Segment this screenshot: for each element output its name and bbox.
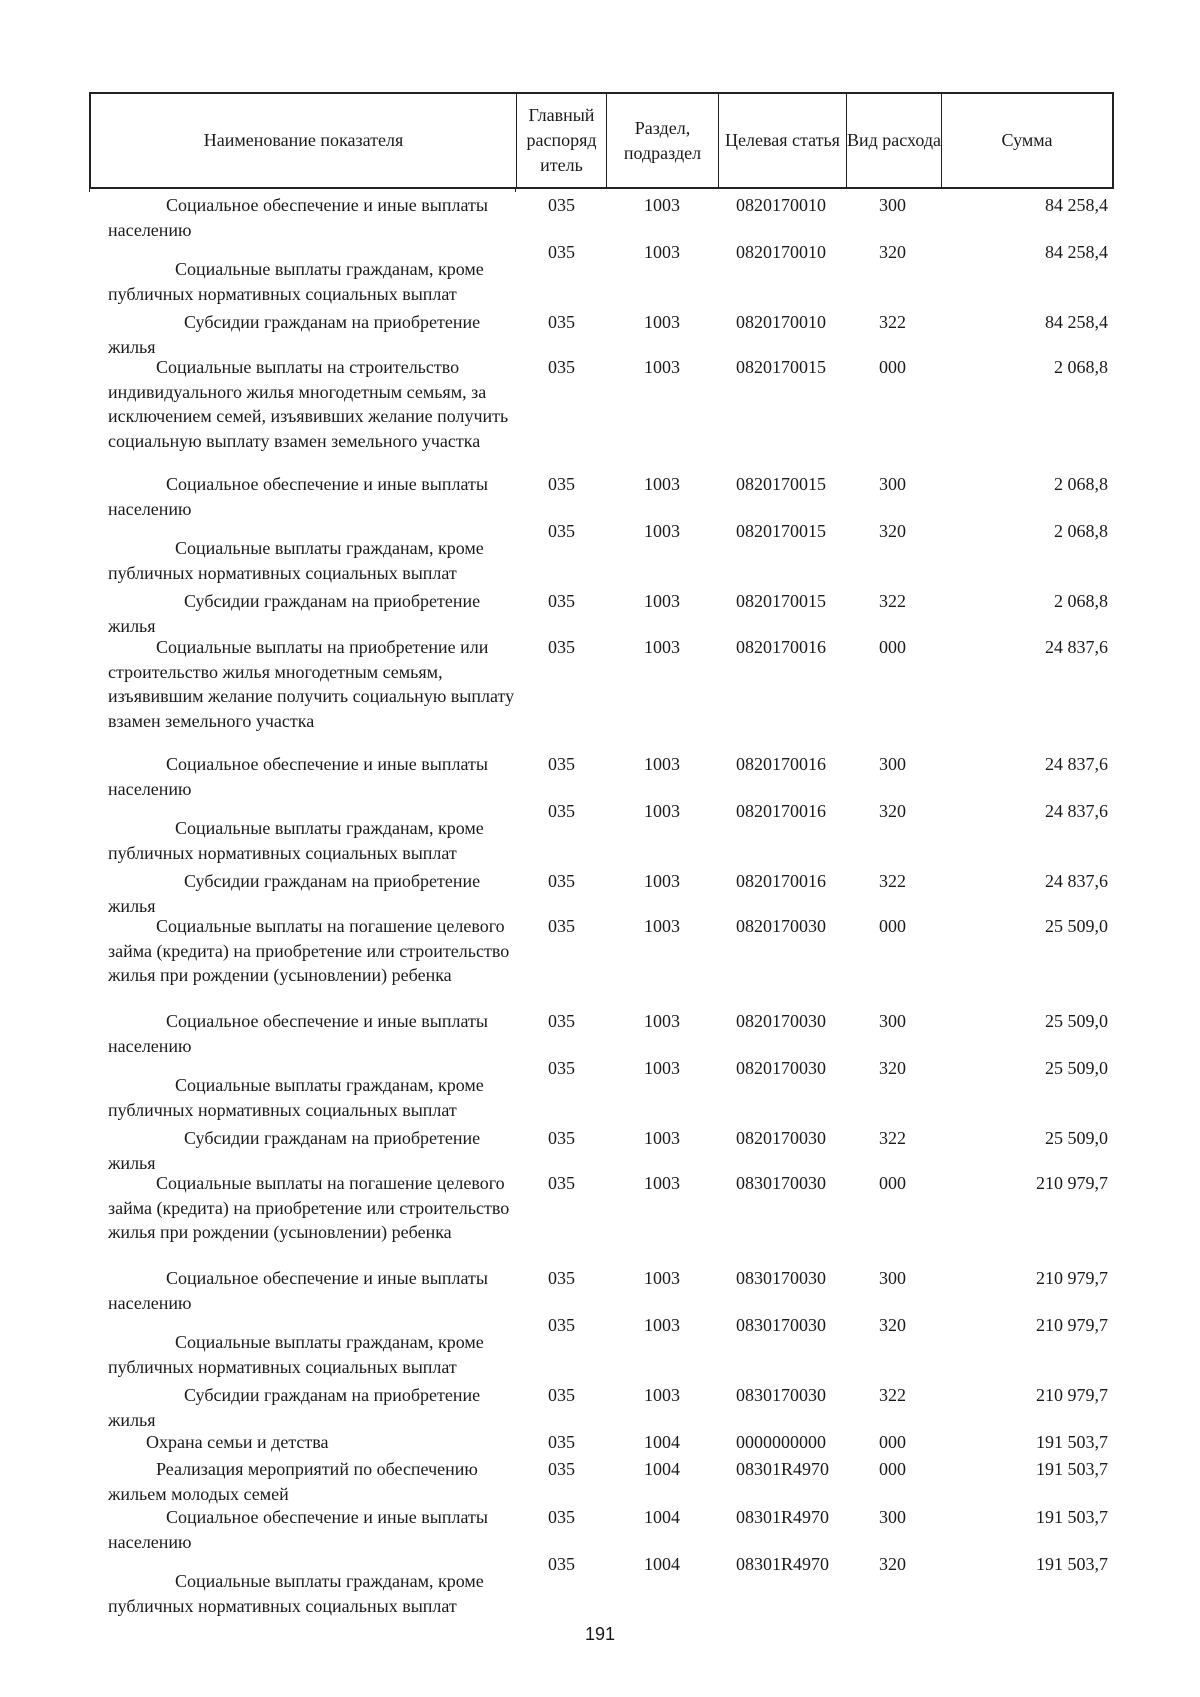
row-chief-manager: 035 [548,1554,575,1574]
row-name: Социальные выплаты на погашение целевого займа (кредита) на приобретение или строительство жилья при рождении (усыновлении) ребенка [108,916,514,985]
row-name: Социальное обеспечение и иные выплаты населению [108,195,493,240]
row-section: 1003 [644,1385,680,1405]
row-target-article: 0820170015 [736,591,826,611]
row-target-article: 0830170030 [736,1173,826,1193]
row-section: 1003 [644,1173,680,1193]
row-name: Социальное обеспечение и иные выплаты населению [108,1268,493,1313]
row-target-article: 08301R4970 [736,1507,830,1527]
row-target-article: 0820170030 [736,1058,826,1078]
row-chief-manager: 035 [548,242,575,262]
row-section: 1004 [644,1432,680,1452]
row-chief-manager: 035 [548,357,575,377]
row-expense-kind: 320 [879,801,906,821]
row-expense-kind: 320 [879,1315,906,1335]
row-sum: 210 979,7 [1036,1173,1108,1193]
row-chief-manager: 035 [548,1507,575,1527]
row-expense-kind: 300 [879,754,906,774]
row-sum: 210 979,7 [1036,1268,1108,1288]
row-name: Социальное обеспечение и иные выплаты населению [108,474,493,519]
row-target-article: 0820170015 [736,474,826,494]
row-expense-kind: 322 [879,871,906,891]
row-sum: 2 068,8 [1054,474,1108,494]
row-target-article: 0820170010 [736,195,826,215]
row-name: Охрана семьи и детства [146,1432,329,1452]
row-chief-manager: 035 [548,521,575,541]
row-section: 1003 [644,801,680,821]
row-section: 1003 [644,474,680,494]
row-target-article: 0820170016 [736,871,826,891]
row-chief-manager: 035 [548,637,575,657]
row-expense-kind: 000 [879,357,906,377]
row-expense-kind: 320 [879,242,906,262]
row-chief-manager: 035 [548,871,575,891]
row-target-article: 0830170030 [736,1315,826,1335]
table-header [89,92,1114,189]
row-name: Субсидии гражданам на приобретение жилья [108,871,485,916]
row-name: Социальные выплаты гражданам, кроме публичных нормативных социальных выплат [108,1571,489,1616]
row-section: 1003 [644,312,680,332]
row-sum: 191 503,7 [1036,1554,1108,1574]
row-name: Субсидии гражданам на приобретение жилья [108,1128,485,1173]
row-section: 1004 [644,1554,680,1574]
row-target-article: 0820170016 [736,754,826,774]
row-expense-kind: 000 [879,916,906,936]
row-sum: 191 503,7 [1036,1459,1108,1479]
row-chief-manager: 035 [548,801,575,821]
row-name: Субсидии гражданам на приобретение жилья [108,312,485,357]
row-section: 1004 [644,1459,680,1479]
row-sum: 2 068,8 [1054,357,1108,377]
row-section: 1003 [644,1011,680,1031]
row-section: 1003 [644,357,680,377]
row-expense-kind: 000 [879,1459,906,1479]
row-expense-kind: 322 [879,1385,906,1405]
row-name: Социальные выплаты гражданам, кроме публичных нормативных социальных выплат [108,1332,489,1377]
row-chief-manager: 035 [548,754,575,774]
row-sum: 2 068,8 [1054,521,1108,541]
header-target-article: Целевая статья [719,94,847,187]
row-chief-manager: 035 [548,1432,575,1452]
row-target-article: 0830170030 [736,1268,826,1288]
row-chief-manager: 035 [548,312,575,332]
row-name: Социальное обеспечение и иные выплаты населению [108,1507,493,1552]
row-sum: 25 509,0 [1045,1058,1108,1078]
row-target-article: 0820170030 [736,916,826,936]
header-expense-kind: Вид расхода [847,94,942,187]
row-target-article: 0820170010 [736,242,826,262]
row-target-article: 0820170030 [736,1011,826,1031]
row-chief-manager: 035 [548,1459,575,1479]
row-chief-manager: 035 [548,916,575,936]
row-name: Реализация мероприятий по обеспечению жильем молодых семей [108,1459,483,1504]
row-section: 1003 [644,871,680,891]
row-chief-manager: 035 [548,1315,575,1335]
row-expense-kind: 000 [879,1173,906,1193]
header-name: Наименование показателя [91,94,517,187]
row-section: 1003 [644,195,680,215]
row-section: 1004 [644,1507,680,1527]
row-sum: 25 509,0 [1045,916,1108,936]
row-name: Субсидии гражданам на приобретение жилья [108,1385,485,1430]
row-section: 1003 [644,242,680,262]
row-expense-kind: 300 [879,1011,906,1031]
row-chief-manager: 035 [548,474,575,494]
row-name: Социальные выплаты на строительство индивидуального жилья многодетным семьям, за исключением семей, изъявивших желание получить социальную выплату взамен земельного участка [108,357,513,451]
row-expense-kind: 300 [879,195,906,215]
row-chief-manager: 035 [548,1058,575,1078]
row-sum: 25 509,0 [1045,1128,1108,1148]
row-target-article: 0820170015 [736,521,826,541]
row-section: 1003 [644,521,680,541]
row-name: Социальное обеспечение и иные выплаты населению [108,1011,493,1056]
row-sum: 84 258,4 [1045,242,1108,262]
page-number: 191 [584,1624,616,1644]
row-section: 1003 [644,637,680,657]
row-chief-manager: 035 [548,1011,575,1031]
row-chief-manager: 035 [548,591,575,611]
row-name: Социальные выплаты гражданам, кроме публичных нормативных социальных выплат [108,259,489,304]
row-target-article: 0820170016 [736,637,826,657]
row-chief-manager: 035 [548,1385,575,1405]
row-sum: 24 837,6 [1045,637,1108,657]
row-sum: 25 509,0 [1045,1011,1108,1031]
row-target-article: 08301R4970 [736,1459,830,1479]
row-expense-kind: 300 [879,474,906,494]
row-expense-kind: 322 [879,312,906,332]
row-sum: 191 503,7 [1036,1432,1108,1452]
row-expense-kind: 322 [879,1128,906,1148]
row-section: 1003 [644,754,680,774]
row-expense-kind: 320 [879,1554,906,1574]
row-section: 1003 [644,1315,680,1335]
row-name: Субсидии гражданам на приобретение жилья [108,591,485,636]
row-section: 1003 [644,1268,680,1288]
row-section: 1003 [644,1058,680,1078]
row-chief-manager: 035 [548,1173,575,1193]
row-expense-kind: 322 [879,591,906,611]
row-sum: 24 837,6 [1045,754,1108,774]
row-sum: 24 837,6 [1045,801,1108,821]
row-target-article: 0820170030 [736,1128,826,1148]
row-sum: 191 503,7 [1036,1507,1108,1527]
row-chief-manager: 035 [548,1268,575,1288]
row-name: Социальные выплаты на приобретение или строительство жилья многодетным семьям, изъявившим желание получить социальную выплату взамен земельного участка [108,637,519,731]
row-chief-manager: 035 [548,1128,575,1148]
row-expense-kind: 300 [879,1268,906,1288]
row-target-article: 0830170030 [736,1385,826,1405]
row-target-article: 0820170016 [736,801,826,821]
header-section: Раздел, подраздел [607,94,719,187]
row-target-article: 0820170010 [736,312,826,332]
row-name: Социальные выплаты гражданам, кроме публичных нормативных социальных выплат [108,818,489,863]
row-sum: 84 258,4 [1045,195,1108,215]
row-expense-kind: 320 [879,1058,906,1078]
row-name: Социальные выплаты гражданам, кроме публичных нормативных социальных выплат [108,538,489,583]
row-sum: 210 979,7 [1036,1385,1108,1405]
row-sum: 210 979,7 [1036,1315,1108,1335]
row-target-article: 0820170015 [736,357,826,377]
row-expense-kind: 000 [879,637,906,657]
row-section: 1003 [644,916,680,936]
header-sum: Сумма [1001,130,1053,150]
row-name: Социальное обеспечение и иные выплаты населению [108,754,493,799]
row-sum: 84 258,4 [1045,312,1108,332]
row-expense-kind: 300 [879,1507,906,1527]
row-name: Социальные выплаты гражданам, кроме публичных нормативных социальных выплат [108,1075,489,1120]
row-sum: 24 837,6 [1045,871,1108,891]
row-sum: 2 068,8 [1054,591,1108,611]
row-name: Социальные выплаты на погашение целевого займа (кредита) на приобретение или строительство жилья при рождении (усыновлении) ребенка [108,1173,514,1242]
row-expense-kind: 320 [879,521,906,541]
header-chief-manager: Главный распоряд итель [517,94,607,187]
row-target-article: 08301R4970 [736,1554,830,1574]
row-target-article: 0000000000 [736,1432,826,1452]
row-section: 1003 [644,591,680,611]
row-chief-manager: 035 [548,195,575,215]
table-column-divider [515,189,516,192]
row-section: 1003 [644,1128,680,1148]
row-expense-kind: 000 [879,1432,906,1452]
table-left-edge [89,189,90,192]
